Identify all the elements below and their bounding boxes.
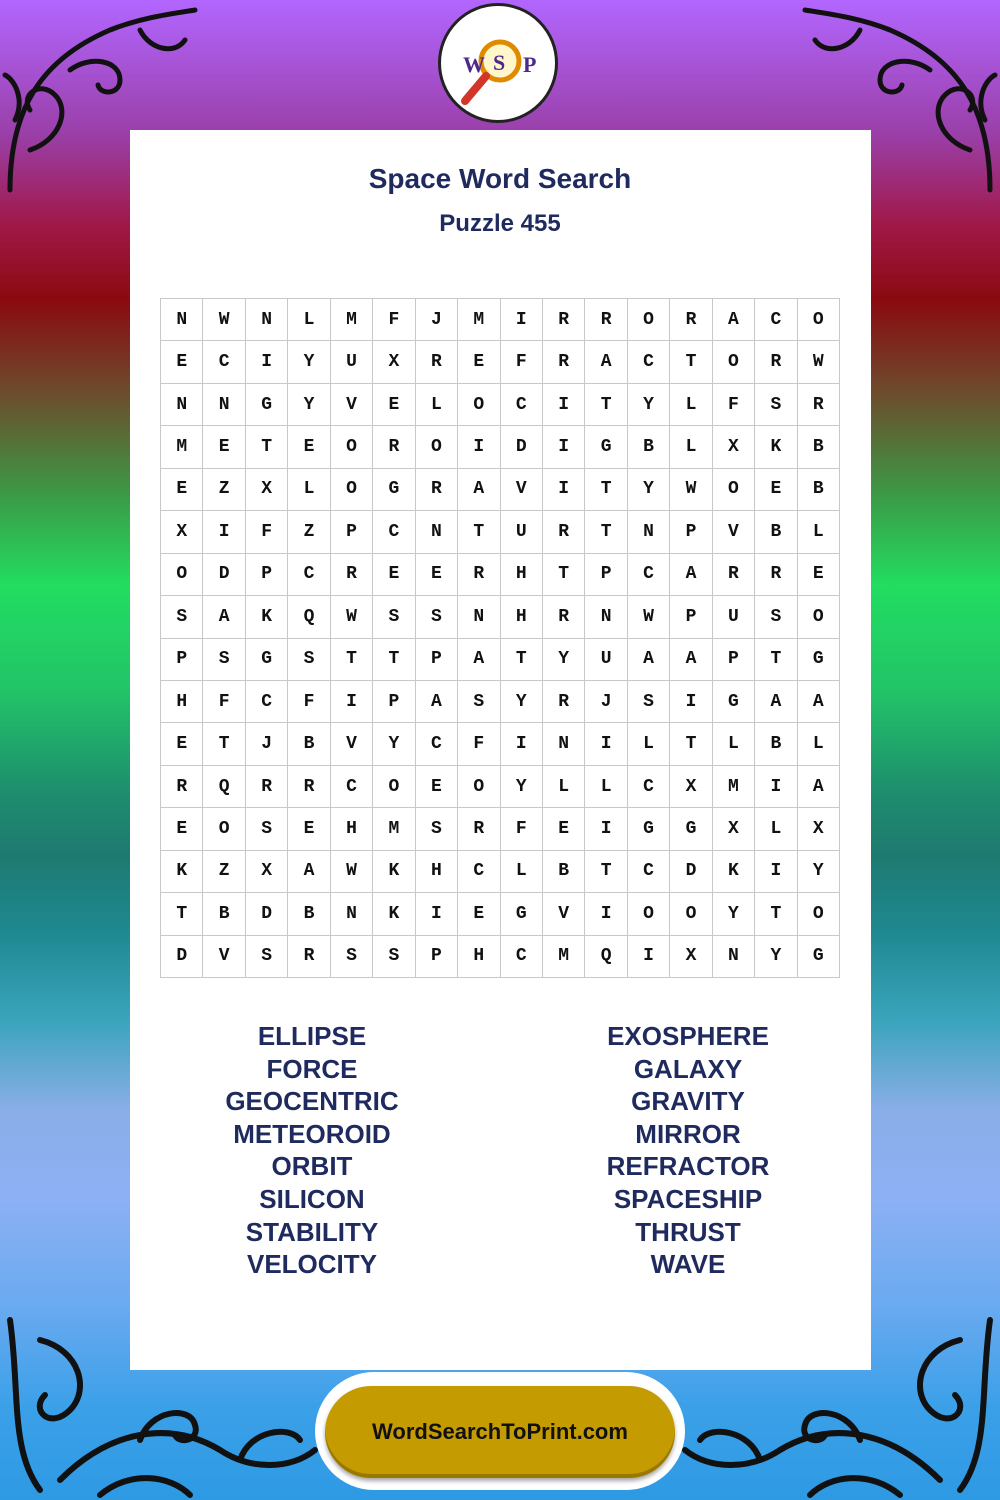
grid-cell[interactable]: E [798,554,840,596]
grid-cell[interactable]: I [585,893,627,935]
grid-cell[interactable]: S [416,596,458,638]
grid-cell[interactable]: C [628,851,670,893]
grid-cell[interactable]: A [585,341,627,383]
grid-cell[interactable]: I [670,681,712,723]
grid-cell[interactable]: Y [501,766,543,808]
grid-cell[interactable]: T [246,426,288,468]
grid-cell[interactable]: P [670,511,712,553]
grid-cell[interactable]: X [798,808,840,850]
grid-cell[interactable]: A [288,851,330,893]
word-item: THRUST [635,1216,741,1247]
grid-cell[interactable]: C [501,936,543,978]
grid-cell[interactable]: S [416,808,458,850]
puzzle-subtitle: Puzzle 455 [439,210,561,237]
grid-cell[interactable]: A [798,681,840,723]
word-list-left [162,1020,462,1281]
grid-cell[interactable]: W [331,596,373,638]
grid-cell[interactable]: B [543,851,585,893]
grid-cell[interactable]: V [501,469,543,511]
grid-cell[interactable]: N [203,384,245,426]
grid-cell[interactable]: X [713,808,755,850]
grid-cell[interactable]: L [713,723,755,765]
grid-cell[interactable]: H [161,681,203,723]
grid-cell[interactable]: S [203,639,245,681]
grid-cell[interactable]: I [628,936,670,978]
grid-cell[interactable]: F [373,299,415,341]
grid-cell[interactable]: R [713,554,755,596]
grid-cell[interactable]: T [755,639,797,681]
grid-cell[interactable]: Y [288,384,330,426]
word-item: GEOCENTRIC [225,1086,399,1117]
grid-cell[interactable]: Z [203,469,245,511]
grid-cell[interactable]: O [373,766,415,808]
grid-cell[interactable]: C [755,299,797,341]
word-item: VELOCITY [246,1249,377,1280]
grid-cell[interactable]: A [458,639,500,681]
grid-cell[interactable]: N [161,384,203,426]
grid-cell[interactable]: R [373,426,415,468]
logo-letter-s: S [493,50,506,75]
grid-cell[interactable]: E [373,384,415,426]
grid-cell[interactable]: C [203,341,245,383]
grid-cell[interactable]: T [458,511,500,553]
grid-cell[interactable]: P [373,681,415,723]
grid-cell[interactable]: C [458,851,500,893]
word-item: WAVE [650,1249,726,1280]
grid-cell[interactable]: F [288,681,330,723]
grid-cell[interactable]: I [501,299,543,341]
grid-cell[interactable]: S [331,936,373,978]
grid-cell[interactable]: I [331,681,373,723]
grid-cell[interactable]: N [331,893,373,935]
magnifier-icon [441,6,555,120]
grid-cell[interactable]: V [543,893,585,935]
grid-cell[interactable]: D [246,893,288,935]
grid-cell[interactable]: T [585,469,627,511]
grid-cell[interactable]: E [373,554,415,596]
grid-cell[interactable]: R [288,936,330,978]
grid-cell[interactable]: L [416,384,458,426]
grid-cell[interactable]: Q [288,596,330,638]
grid-cell[interactable]: P [670,596,712,638]
grid-cell[interactable]: S [755,384,797,426]
grid-cell[interactable]: R [246,766,288,808]
grid-cell[interactable]: L [670,426,712,468]
grid-cell[interactable]: X [373,341,415,383]
grid-cell[interactable]: N [458,596,500,638]
grid-cell[interactable]: I [755,851,797,893]
grid-cell[interactable]: Q [203,766,245,808]
grid-cell[interactable]: R [288,766,330,808]
grid-cell[interactable]: Y [628,469,670,511]
grid-cell[interactable]: C [628,554,670,596]
grid-cell[interactable]: O [670,893,712,935]
grid-cell[interactable]: L [628,723,670,765]
grid-cell[interactable]: X [161,511,203,553]
grid-cell[interactable]: F [501,808,543,850]
grid-cell[interactable]: L [543,766,585,808]
grid-cell[interactable]: R [798,384,840,426]
grid-cell[interactable]: N [628,511,670,553]
grid-cell[interactable]: D [501,426,543,468]
grid-cell[interactable]: A [416,681,458,723]
grid-cell[interactable]: E [458,893,500,935]
grid-cell[interactable]: S [288,639,330,681]
word-item: GALAXY [633,1053,743,1084]
grid-cell[interactable]: O [331,469,373,511]
grid-cell[interactable]: N [543,723,585,765]
grid-cell[interactable]: X [246,851,288,893]
grid-cell[interactable]: G [246,384,288,426]
grid-cell[interactable]: L [755,808,797,850]
grid-cell[interactable]: O [713,341,755,383]
logo-letter-p: P [523,52,537,77]
grid-cell[interactable]: L [798,511,840,553]
grid-cell[interactable]: C [331,766,373,808]
grid-cell[interactable]: U [331,341,373,383]
grid-cell[interactable]: M [543,936,585,978]
grid-cell[interactable]: E [416,554,458,596]
grid-cell[interactable]: B [288,893,330,935]
grid-cell[interactable]: E [458,341,500,383]
grid-cell[interactable]: G [628,808,670,850]
grid-cell[interactable]: G [246,639,288,681]
grid-cell[interactable]: I [543,469,585,511]
grid-cell[interactable]: A [670,554,712,596]
grid-cell[interactable]: N [416,511,458,553]
word-item: STABILITY [245,1216,379,1247]
grid-cell[interactable]: H [331,808,373,850]
grid-cell[interactable]: N [713,936,755,978]
grid-cell[interactable]: M [458,299,500,341]
grid-cell[interactable]: S [246,936,288,978]
word-item: ELLIPSE [257,1021,367,1051]
grid-cell[interactable]: R [543,681,585,723]
grid-cell[interactable]: K [373,893,415,935]
grid-cell[interactable]: K [373,851,415,893]
grid-cell[interactable]: C [501,384,543,426]
grid-cell[interactable]: X [246,469,288,511]
grid-cell[interactable]: L [670,384,712,426]
word-list-right [538,1020,838,1281]
grid-cell[interactable]: I [543,384,585,426]
wsp-logo [438,3,558,123]
grid-cell[interactable]: E [288,426,330,468]
grid-cell[interactable]: C [416,723,458,765]
grid-cell[interactable]: R [543,596,585,638]
grid-cell[interactable]: B [755,723,797,765]
grid-cell[interactable]: I [585,723,627,765]
grid-cell[interactable]: I [203,511,245,553]
grid-cell[interactable]: Y [798,851,840,893]
grid-cell[interactable]: S [161,596,203,638]
grid-cell[interactable]: K [246,596,288,638]
grid-cell[interactable]: A [798,766,840,808]
word-item: SPACESHIP [613,1183,763,1214]
grid-cell[interactable]: E [755,469,797,511]
grid-cell[interactable]: F [501,341,543,383]
grid-cell[interactable]: B [288,723,330,765]
grid-cell[interactable]: T [585,511,627,553]
grid-cell[interactable]: T [543,554,585,596]
grid-cell[interactable]: I [501,723,543,765]
grid-cell[interactable]: E [288,808,330,850]
grid-cell[interactable]: D [161,936,203,978]
grid-cell[interactable]: R [543,511,585,553]
grid-cell[interactable]: I [585,808,627,850]
grid-cell[interactable]: V [331,723,373,765]
word-item: METEOROID [233,1118,391,1149]
grid-cell[interactable]: E [161,469,203,511]
grid-cell[interactable]: Y [373,723,415,765]
grid-cell[interactable]: M [373,808,415,850]
grid-cell[interactable]: T [585,384,627,426]
grid-cell[interactable]: P [331,511,373,553]
grid-cell[interactable]: N [161,299,203,341]
website-label: WordSearchToPrint.com [372,1419,628,1444]
grid-cell[interactable]: O [331,426,373,468]
grid-cell[interactable]: Y [288,341,330,383]
word-item: SILICON [259,1183,365,1214]
grid-cell[interactable]: Y [755,936,797,978]
grid-cell[interactable]: J [416,299,458,341]
grid-cell[interactable]: O [458,384,500,426]
grid-cell[interactable]: E [416,766,458,808]
grid-cell[interactable]: I [543,426,585,468]
grid-cell[interactable]: E [161,723,203,765]
grid-cell[interactable]: C [246,681,288,723]
grid-cell[interactable]: Z [203,851,245,893]
grid-cell[interactable]: W [798,341,840,383]
grid-cell[interactable]: H [501,554,543,596]
grid-cell[interactable]: O [203,808,245,850]
grid-cell[interactable]: R [670,299,712,341]
grid-cell[interactable]: F [458,723,500,765]
grid-cell[interactable]: C [628,766,670,808]
grid-cell[interactable]: N [246,299,288,341]
grid-cell[interactable]: G [501,893,543,935]
grid-cell[interactable]: B [798,426,840,468]
grid-cell[interactable]: H [501,596,543,638]
grid-cell[interactable]: J [246,723,288,765]
grid-cell[interactable]: I [416,893,458,935]
grid-cell[interactable]: G [585,426,627,468]
grid-cell[interactable]: O [798,299,840,341]
grid-cell[interactable]: W [331,851,373,893]
website-button[interactable] [325,1386,675,1478]
grid-cell[interactable]: J [585,681,627,723]
grid-cell[interactable]: I [755,766,797,808]
grid-cell[interactable]: A [755,681,797,723]
grid-cell[interactable]: O [416,426,458,468]
grid-cell[interactable]: S [246,808,288,850]
grid-cell[interactable]: S [373,596,415,638]
grid-cell[interactable]: U [585,639,627,681]
grid-cell[interactable]: S [458,681,500,723]
grid-cell[interactable]: Z [288,511,330,553]
grid-cell[interactable]: O [628,893,670,935]
grid-cell[interactable]: L [288,299,330,341]
grid-cell[interactable]: A [713,299,755,341]
grid-cell[interactable]: S [373,936,415,978]
grid-cell[interactable]: O [798,596,840,638]
grid-cell[interactable]: X [713,426,755,468]
grid-cell[interactable]: W [670,469,712,511]
grid-cell[interactable]: B [755,511,797,553]
grid-cell[interactable]: L [288,469,330,511]
grid-cell[interactable]: M [713,766,755,808]
grid-cell[interactable]: K [755,426,797,468]
grid-cell[interactable]: P [161,639,203,681]
grid-cell[interactable]: V [203,936,245,978]
word-item: ORBIT [271,1151,353,1182]
grid-cell[interactable]: O [713,469,755,511]
grid-cell[interactable]: R [416,469,458,511]
grid-cell[interactable]: P [416,936,458,978]
grid-cell[interactable]: R [458,808,500,850]
grid-cell[interactable]: C [628,341,670,383]
grid-cell[interactable]: O [798,893,840,935]
grid-cell[interactable]: G [713,681,755,723]
grid-cell[interactable]: F [246,511,288,553]
grid-cell[interactable]: R [331,554,373,596]
word-item: EXOSPHERE [607,1021,769,1051]
grid-cell[interactable]: B [628,426,670,468]
grid-cell[interactable]: E [161,341,203,383]
grid-cell[interactable]: D [670,851,712,893]
grid-cell[interactable]: Y [501,681,543,723]
grid-cell[interactable]: V [713,511,755,553]
grid-cell[interactable]: T [331,639,373,681]
grid-cell[interactable]: R [543,341,585,383]
grid-cell[interactable]: U [501,511,543,553]
grid-cell[interactable]: Y [628,384,670,426]
grid-cell[interactable]: R [458,554,500,596]
grid-cell[interactable]: P [246,554,288,596]
grid-cell[interactable]: I [246,341,288,383]
grid-cell[interactable]: M [161,426,203,468]
grid-cell[interactable]: H [458,936,500,978]
grid-cell[interactable]: D [203,554,245,596]
grid-cell[interactable]: G [670,808,712,850]
grid-cell[interactable]: E [543,808,585,850]
word-item: FORCE [266,1053,358,1084]
grid-cell[interactable]: R [543,299,585,341]
word-item: MIRROR [635,1118,741,1149]
grid-cell[interactable]: F [203,681,245,723]
grid-cell[interactable]: A [628,639,670,681]
grid-cell[interactable]: A [458,469,500,511]
grid-cell[interactable]: T [501,639,543,681]
grid-cell[interactable]: T [670,723,712,765]
grid-cell[interactable]: O [628,299,670,341]
grid-cell[interactable]: Y [713,893,755,935]
grid-cell[interactable]: B [203,893,245,935]
grid-cell[interactable]: T [755,893,797,935]
grid-cell[interactable]: T [670,341,712,383]
grid-cell[interactable]: W [203,299,245,341]
grid-cell[interactable]: C [288,554,330,596]
grid-cell[interactable]: E [203,426,245,468]
grid-cell[interactable]: S [755,596,797,638]
letter-grid [160,298,840,978]
grid-cell[interactable]: L [798,723,840,765]
grid-cell[interactable]: P [713,639,755,681]
grid-cell[interactable]: Q [585,936,627,978]
word-item: REFRACTOR [606,1151,770,1182]
grid-cell[interactable]: X [670,766,712,808]
grid-cell[interactable]: G [798,936,840,978]
word-item: GRAVITY [631,1086,745,1117]
grid-cell[interactable]: L [585,766,627,808]
grid-cell[interactable]: A [203,596,245,638]
grid-cell[interactable]: M [331,299,373,341]
grid-cell[interactable]: R [585,299,627,341]
grid-cell[interactable]: P [585,554,627,596]
grid-cell[interactable]: R [755,554,797,596]
grid-cell[interactable]: G [373,469,415,511]
grid-cell[interactable]: K [161,851,203,893]
grid-cell[interactable]: H [416,851,458,893]
puzzle-title: Space Word Search [368,163,632,194]
grid-cell[interactable]: A [670,639,712,681]
grid-cell[interactable]: N [585,596,627,638]
grid-cell[interactable]: T [203,723,245,765]
grid-cell[interactable]: U [713,596,755,638]
grid-cell[interactable]: R [416,341,458,383]
grid-cell[interactable]: O [161,554,203,596]
grid-cell[interactable]: P [416,639,458,681]
grid-cell[interactable]: T [373,639,415,681]
grid-cell[interactable]: R [755,341,797,383]
grid-cell[interactable]: I [458,426,500,468]
grid-cell[interactable]: F [713,384,755,426]
grid-cell[interactable]: E [161,808,203,850]
grid-cell[interactable]: S [628,681,670,723]
grid-cell[interactable]: L [501,851,543,893]
grid-cell[interactable]: Y [543,639,585,681]
grid-cell[interactable]: V [331,384,373,426]
grid-cell[interactable]: T [585,851,627,893]
grid-cell[interactable]: K [713,851,755,893]
grid-cell[interactable]: B [798,469,840,511]
grid-cell[interactable]: G [798,639,840,681]
grid-cell[interactable]: T [161,893,203,935]
grid-cell[interactable]: R [161,766,203,808]
grid-cell[interactable]: X [670,936,712,978]
grid-cell[interactable]: O [458,766,500,808]
grid-cell[interactable]: C [373,511,415,553]
grid-cell[interactable]: W [628,596,670,638]
logo-letter-w: W [463,52,485,77]
